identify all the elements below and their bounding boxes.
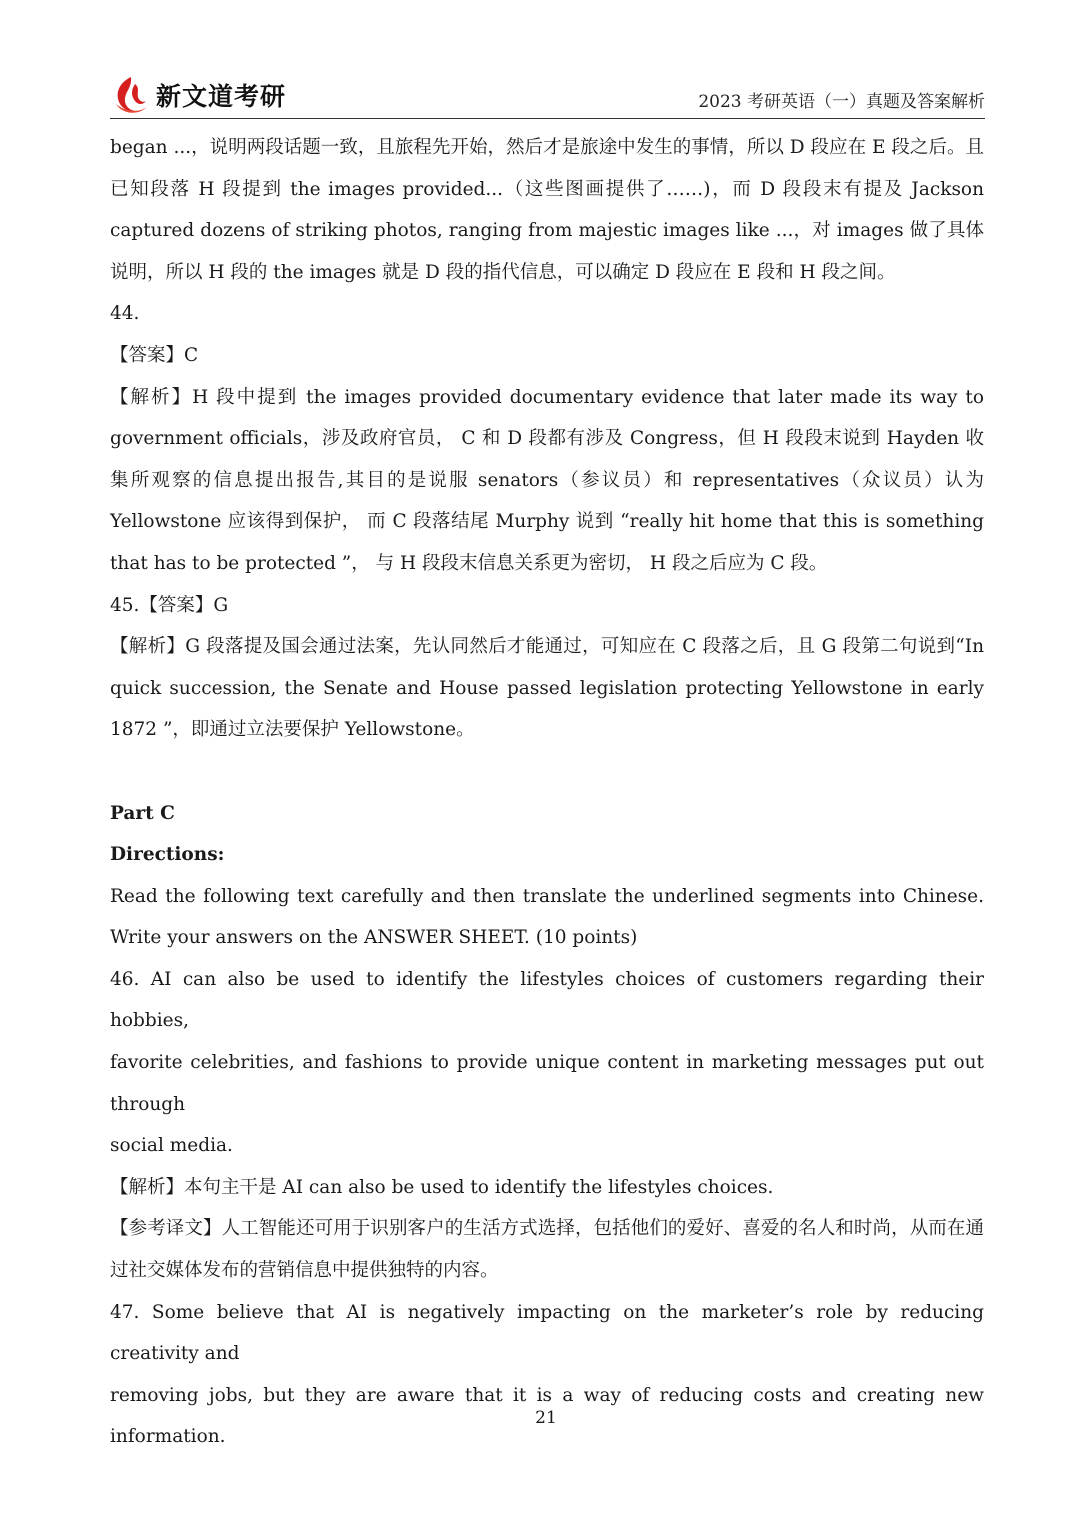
question-46-line-1: 46. AI can also be used to identify the lifestyles choices of customers regarding their hobbies, bbox=[110, 968, 984, 1032]
question-47-line-1: 47. Some believe that AI is negatively impacting on the marketer’s role by reducing creativity and bbox=[110, 1301, 984, 1365]
section-spacer bbox=[110, 751, 984, 793]
question-44-number: 44. bbox=[110, 303, 140, 325]
question-44-answer: 【答案】C bbox=[110, 344, 199, 366]
brand-logo bbox=[110, 74, 286, 116]
document-title: 2023 考研英语（一）真题及答案解析 bbox=[698, 92, 985, 112]
question-46-analysis: 【解析】本句主干是 AI can also be used to identify the lifestyles choices. bbox=[110, 1176, 774, 1198]
paragraph-continuation: began ...，说明两段话题一致，且旅程先开始，然后才是旅途中发生的事情，所以 D 段应在 E 段之后。且已知段落 H 段提到 the images provided...（这些图画提供了……)，而 D 段段末有提及 Jackson captured dozens of striking photos, ranging from majestic images like ...，对 images 做了具体说明，所以 H 段的 the images 就是 D 段的指代信息，可以确定 D 段应在 E 段和 H 段之间。 bbox=[110, 137, 984, 283]
page-header bbox=[110, 70, 985, 119]
question-46-line-2: favorite celebrities, and fashions to provide unique content in marketing messages put out through bbox=[110, 1052, 984, 1115]
directions-text: Read the following text carefully and then translate the underlined segments into Chinese. Write your answers on the ANSWER SHEET. (10 points) bbox=[110, 885, 984, 949]
page-content bbox=[110, 127, 984, 1458]
question-44-analysis: 【解析】H 段中提到 the images provided documentary evidence that later made its way to government officials，涉及政府官员， C 和 D 段都有涉及 Congress，但 H 段段末说到 Hayden 收集所观察的信息提出报告,其目的是说服 senators（参议员）和 representatives（众议员）认为 Yellowstone 应该得到保护， 而 C 段落结尾 Murphy 说到 “really hit home that this is something that has to be protected ”， 与 H 段段末信息关系更为密切， H 段之后应为 C 段。 bbox=[110, 386, 984, 574]
question-45-analysis: 【解析】G 段落提及国会通过法案，先认同然后才能通过，可知应在 C 段落之后，且 G 段第二句说到“In quick succession, the Senate and House passed legislation protecting Yellowstone in early 1872 ”，即通过立法要保护 Yellowstone。 bbox=[110, 636, 984, 741]
question-46-translation: 【参考译文】人工智能还可用于识别客户的生活方式选择，包括他们的爱好、喜爱的名人和时尚，从而在通过社交媒体发布的营销信息中提供独特的内容。 bbox=[110, 1218, 984, 1282]
page-number: 21 bbox=[535, 1408, 557, 1428]
question-46-line-3: social media. bbox=[110, 1135, 233, 1157]
red-flame-logo-icon bbox=[110, 74, 152, 116]
question-47-line-2: removing jobs, but they are aware that it is a way of reducing costs and creating new information. bbox=[110, 1384, 984, 1448]
directions-label: Directions: bbox=[110, 844, 225, 866]
part-c-heading: Part C bbox=[110, 802, 175, 824]
question-45-answer: 45.【答案】G bbox=[110, 594, 229, 616]
logo-text: 新文道考研 bbox=[156, 82, 287, 111]
